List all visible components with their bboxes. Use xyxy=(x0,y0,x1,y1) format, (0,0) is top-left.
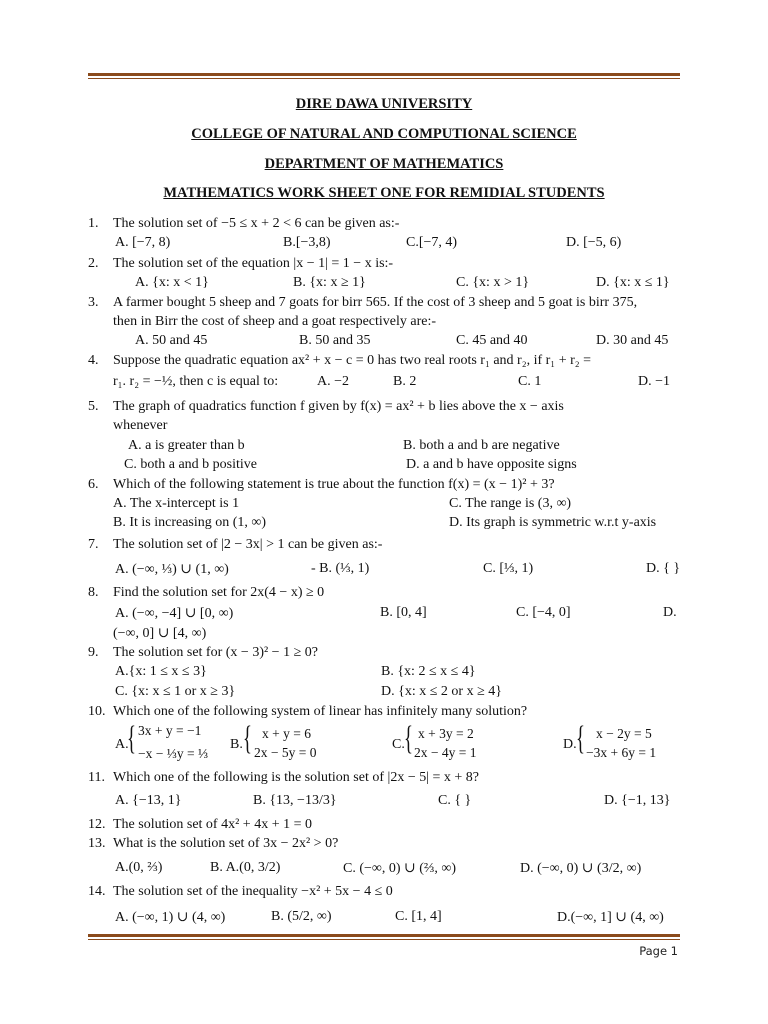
worksheet-title: MATHEMATICS WORK SHEET ONE FOR REMIDIAL STUDENTS xyxy=(163,185,605,201)
option-b[interactable]: B. It is increasing on (1, ∞) xyxy=(113,515,267,530)
left-brace-icon: { xyxy=(243,720,252,757)
bottom-rule xyxy=(88,934,680,940)
page-number: Page 1 xyxy=(639,944,678,958)
top-rule xyxy=(88,73,680,79)
option-d[interactable]: D. {x: x ≤ 1} xyxy=(596,275,670,290)
option-c[interactable]: C.[−7, 4) xyxy=(406,235,458,250)
option-b[interactable]: B. 50 and 35 xyxy=(299,333,371,348)
option-c[interactable]: C. both a and b positive xyxy=(124,457,257,472)
option-d[interactable]: D. xyxy=(663,605,677,620)
left-brace-icon: { xyxy=(127,720,136,757)
option-d-value[interactable]: (−∞, 0] ∪ [4, ∞) xyxy=(113,626,207,641)
option-c[interactable]: C. 45 and 40 xyxy=(456,333,528,348)
left-brace-icon: { xyxy=(404,720,413,757)
option-a[interactable]: A. The x-intercept is 1 xyxy=(113,496,240,511)
option-d[interactable]: D. {x: x ≤ 2 or x ≥ 4} xyxy=(381,684,502,699)
option-a[interactable]: A. {−13, 1} xyxy=(115,793,182,808)
option-a[interactable]: A. (−∞, −4] ∪ [0, ∞) xyxy=(115,606,234,621)
option-b[interactable]: B. {13, −13/3} xyxy=(253,793,337,808)
option-a[interactable]: A. (−∞, 1) ∪ (4, ∞) xyxy=(115,910,226,925)
option-b[interactable]: B. A.(0, 3/2) xyxy=(210,860,281,875)
option-c[interactable]: C. [1, 4] xyxy=(395,909,442,924)
option-a[interactable]: A. −2 xyxy=(317,374,350,389)
option-c[interactable]: C. The range is (3, ∞) xyxy=(449,496,572,511)
option-b[interactable]: - B. (⅓, 1) xyxy=(311,561,370,576)
option-c[interactable]: C. {x: x > 1} xyxy=(456,275,530,290)
option-c[interactable]: C. (−∞, 0) ∪ (⅔, ∞) xyxy=(343,861,457,876)
option-c[interactable]: C. [−4, 0] xyxy=(516,605,571,620)
option-d[interactable]: D. (−∞, 0) ∪ (3/2, ∞) xyxy=(520,861,642,876)
option-c[interactable]: C. {x: x ≤ 1 or x ≥ 3} xyxy=(115,684,236,699)
option-b[interactable]: B.[−3,8) xyxy=(283,235,331,250)
option-b[interactable]: B. 2 xyxy=(393,374,417,389)
option-d[interactable]: D. Its graph is symmetric w.r.t y-axis xyxy=(449,515,657,530)
option-b[interactable]: B. [0, 4] xyxy=(380,605,427,620)
option-a[interactable]: A. (−∞, ⅓) ∪ (1, ∞) xyxy=(115,562,229,577)
option-c[interactable]: C. 1 xyxy=(518,374,542,389)
option-d[interactable]: D. {−1, 13} xyxy=(604,793,671,808)
option-a[interactable]: A. a is greater than b xyxy=(128,438,245,453)
option-d[interactable]: D. a and b have opposite signs xyxy=(406,457,577,472)
option-a[interactable]: A.(0, ⅔) xyxy=(115,860,163,875)
option-d[interactable]: D. −1 xyxy=(638,374,671,389)
option-a[interactable]: A. 50 and 45 xyxy=(135,333,208,348)
option-c[interactable]: C. { } xyxy=(438,793,472,808)
option-c[interactable]: C. [⅓, 1) xyxy=(483,561,534,576)
option-d[interactable]: D. 30 and 45 xyxy=(596,333,669,348)
department-title: DEPARTMENT OF MATHEMATICS xyxy=(264,156,504,172)
college-title: COLLEGE OF NATURAL AND COMPUTIONAL SCIENCE xyxy=(191,126,577,142)
option-d[interactable]: D. [−5, 6) xyxy=(566,235,622,250)
option-a[interactable]: A. [−7, 8) xyxy=(115,235,171,250)
option-b[interactable]: B. {x: 2 ≤ x ≤ 4} xyxy=(381,664,476,679)
option-b[interactable]: B. (5/2, ∞) xyxy=(271,909,332,924)
option-b[interactable]: B. {x: x ≥ 1} xyxy=(293,275,366,290)
university-title: DIRE DAWA UNIVERSITY xyxy=(295,96,473,112)
option-d[interactable]: D.(−∞, 1] ∪ (4, ∞) xyxy=(557,910,664,925)
option-b[interactable]: B. both a and b are negative xyxy=(403,438,560,453)
option-d[interactable]: D. { } xyxy=(646,561,681,576)
option-a[interactable]: A. {x: x < 1} xyxy=(135,275,209,290)
left-brace-icon: { xyxy=(576,720,585,757)
option-a[interactable]: A.{x: 1 ≤ x ≤ 3} xyxy=(115,664,207,679)
